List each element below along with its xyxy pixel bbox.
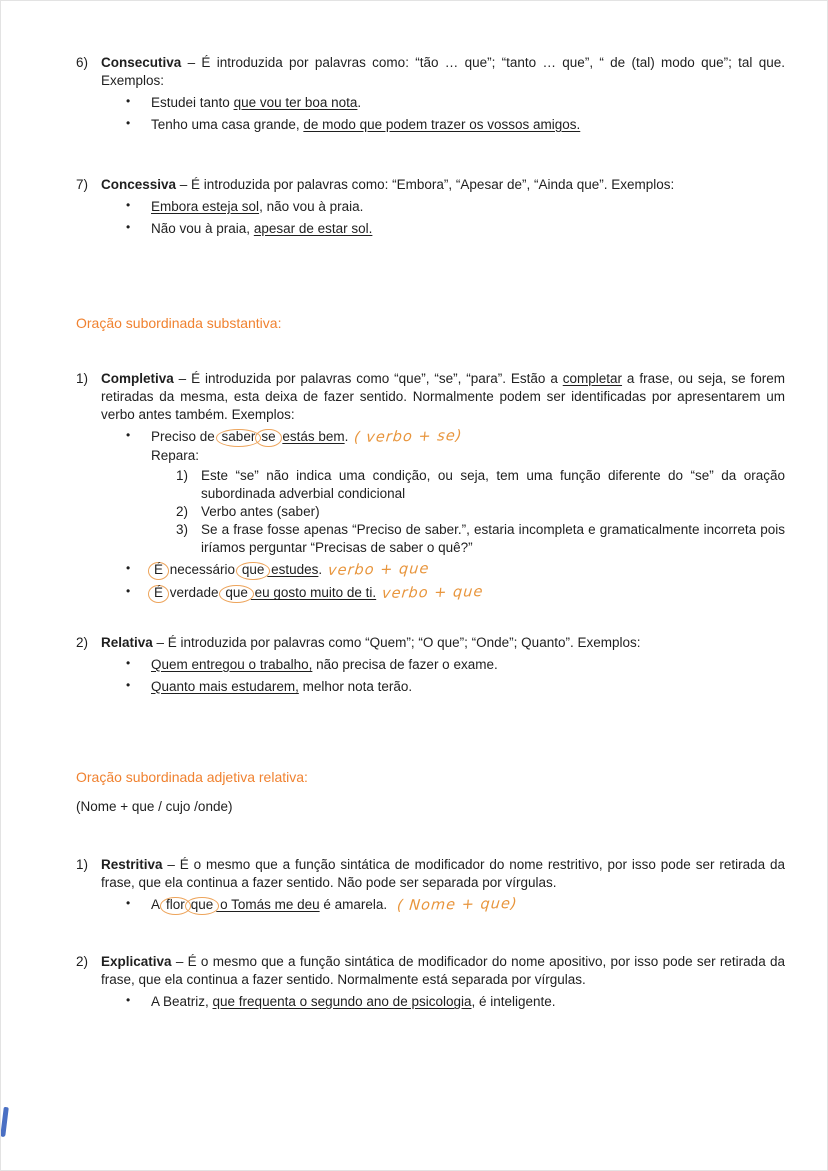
item-number: 1)	[176, 468, 189, 484]
example-text	[151, 220, 785, 238]
item-description	[101, 953, 785, 989]
example-text	[151, 656, 785, 674]
note-line: (Nome + que / cujo /onde)	[76, 799, 233, 815]
text-run: .	[357, 94, 362, 110]
list-item-consecutiva	[76, 54, 785, 134]
handwritten-annotation: verbo + que	[381, 584, 485, 603]
list-item-relativa	[76, 634, 785, 696]
example-text	[151, 561, 785, 580]
text-run: eu gosto muito de ti.	[250, 585, 377, 601]
list-item-completiva	[76, 370, 785, 603]
handwritten-annotation: verbo + que	[327, 561, 431, 580]
item-number: 2)	[176, 504, 189, 520]
text-run: .	[318, 562, 323, 578]
text-run: Estudei tanto	[151, 94, 234, 110]
repara-list	[151, 467, 785, 557]
underlined-clause	[239, 562, 319, 577]
text-run: o Tomás me deu	[216, 897, 320, 913]
circled-word: que	[219, 585, 254, 603]
example-bullet	[126, 428, 785, 557]
handwritten-annotation: ( verbo + se)	[353, 428, 464, 447]
example-bullet	[126, 198, 785, 216]
bullet-icon: •	[126, 428, 131, 443]
circled-word: se	[255, 429, 281, 447]
term-label: Consecutiva	[101, 55, 182, 70]
item-description	[101, 634, 785, 652]
circled-word: que	[236, 562, 271, 580]
list-item-explicativa	[76, 953, 785, 1011]
example-text	[151, 993, 785, 1011]
example-text	[151, 94, 785, 112]
example-bullet	[126, 678, 785, 696]
document-content	[1, 1, 827, 1011]
item-description	[101, 176, 785, 194]
underlined-clause: que frequenta o segundo ano de psicologia	[212, 994, 472, 1010]
text-run: necessário	[166, 562, 239, 578]
bullet-icon: •	[126, 197, 131, 212]
example-text	[151, 198, 785, 216]
underlined-clause: Quem entregou o trabalho,	[151, 656, 313, 672]
underlined-clause: de modo que podem trazer os vossos amigos.	[303, 116, 581, 132]
text-run: melhor nota terão.	[298, 678, 413, 694]
example-text	[151, 428, 785, 447]
text-run: A Beatriz,	[151, 994, 213, 1010]
list-item-concessiva	[76, 176, 785, 238]
example-bullet	[126, 561, 785, 580]
bullet-icon: •	[126, 677, 131, 692]
example-text	[151, 678, 785, 696]
text-run: não precisa de fazer o exame.	[312, 656, 498, 672]
item-number: 7)	[76, 176, 89, 192]
circled-word: que	[185, 897, 220, 915]
example-bullet	[126, 584, 785, 603]
circled-word: flor	[160, 897, 191, 915]
example-bullet	[126, 993, 785, 1011]
item-body	[101, 176, 785, 238]
underlined-word: completar	[562, 371, 623, 387]
item-body	[101, 54, 785, 134]
text-run: estudes	[267, 562, 319, 578]
text-run: Preciso de	[151, 429, 219, 445]
text-run: – É introduzida por palavras como: “tão … que”; “tanto … que”, “ de (tal) modo que”; tal que. Exemplos:	[101, 55, 785, 88]
item-description	[101, 856, 785, 892]
example-block	[151, 428, 785, 557]
repara-item	[176, 467, 785, 503]
example-bullet	[126, 896, 785, 915]
blue-pen-mark	[0, 1107, 9, 1137]
bullet-icon: •	[126, 219, 131, 234]
repara-label: Repara:	[151, 448, 200, 464]
term-label: Completiva	[101, 371, 174, 387]
text-run: – É introduzida por palavras como “Quem”; “O que”; “Onde”; Quanto”. Exemplos:	[152, 634, 641, 650]
repara-text: Se a frase fosse apenas “Preciso de saber.”, estaria incompleta e gramaticalmente incorreta pois iríamos perguntar “Precisas de saber o quê?”	[201, 522, 785, 556]
bullet-icon: •	[126, 561, 131, 576]
section-heading-substantiva: Oração subordinada substantiva:	[76, 314, 282, 331]
underlined-clause	[188, 897, 320, 912]
bullet-icon: •	[126, 896, 131, 911]
text-run: , não vou à praia.	[259, 198, 364, 214]
item-number: 2)	[76, 954, 89, 970]
repara-text: Este “se” não indica uma condição, ou seja, tem uma função diferente do “se” da oração subordinada adverbial condicional	[201, 468, 785, 502]
text-run: – É o mesmo que a função sintática de modificador do nome apositivo, por isso pode ser retirada da frase, que ela continua a fazer sentido. Normalmente está separada por vírgulas.	[101, 954, 785, 988]
text-run: – É introduzida por palavras como “que”, “se”, “para”. Estão a	[173, 371, 563, 387]
item-number: 1)	[76, 371, 89, 387]
text-run: verdade	[166, 585, 223, 601]
section-heading-adjetiva: Oração subordinada adjetiva relativa:	[76, 768, 308, 785]
item-body	[101, 856, 785, 915]
term-label: Relativa	[101, 634, 153, 650]
text-run: Não vou à praia,	[151, 220, 254, 236]
text-run: Tenho uma casa grande,	[151, 116, 304, 132]
underlined-clause: apesar de estar sol.	[253, 220, 373, 236]
example-text	[151, 116, 785, 134]
item-description	[101, 370, 785, 424]
handwritten-annotation: ( Nome + que)	[396, 895, 519, 915]
bullet-icon: •	[126, 993, 131, 1008]
item-number: 1)	[76, 857, 89, 873]
underlined-clause: estás bem	[282, 429, 345, 445]
repara-item	[176, 503, 785, 521]
item-body	[101, 634, 785, 696]
item-number: 6)	[76, 55, 89, 70]
example-text	[151, 584, 785, 603]
example-bullet	[126, 116, 785, 134]
example-bullet	[126, 94, 785, 112]
repara-text: Verbo antes (saber)	[201, 504, 320, 520]
example-text	[151, 896, 785, 915]
underlined-clause	[222, 585, 376, 600]
bullet-icon: •	[126, 655, 131, 670]
item-body	[101, 953, 785, 1011]
item-body	[101, 370, 785, 603]
circled-word: É	[148, 562, 169, 580]
item-number: 3)	[176, 522, 189, 538]
underlined-clause: Quanto mais estudarem,	[151, 678, 299, 694]
example-bullet	[126, 220, 785, 238]
text-run: a frase, ou seja, se forem retiradas da mesma, esta deixa de fazer sentido. Normalmente podem ser identificadas por apresentarem um verbo antes também. Exemplos:	[101, 371, 785, 423]
text-run: A	[151, 897, 164, 913]
repara-item	[176, 521, 785, 557]
term-label: Concessiva	[101, 176, 177, 192]
text-run: – É introduzida por palavras como: “Embora”, “Apesar de”, “Ainda que”. Exemplos:	[176, 176, 675, 192]
text-run: .	[344, 429, 349, 445]
text-run: é amarela.	[319, 897, 391, 913]
example-bullet	[126, 656, 785, 674]
item-description	[101, 54, 785, 90]
list-item-restritiva	[76, 856, 785, 915]
underlined-clause: Embora esteja sol	[151, 198, 260, 214]
term-label: Restritiva	[101, 857, 163, 873]
underlined-clause: que vou ter boa nota	[233, 94, 358, 110]
text-run: , é inteligente.	[471, 994, 556, 1010]
term-label: Explicativa	[101, 954, 172, 970]
bullet-icon: •	[126, 115, 131, 130]
circled-word: saber	[216, 429, 262, 447]
bullet-icon: •	[126, 584, 131, 599]
bullet-icon: •	[126, 93, 131, 108]
item-number: 2)	[76, 634, 89, 650]
text-run: – É o mesmo que a função sintática de modificador do nome restritivo, por isso pode ser retirada da frase, que ela continua a fazer sentido. Não pode ser separada por vírgulas.	[101, 857, 785, 891]
circled-word: É	[148, 585, 169, 603]
